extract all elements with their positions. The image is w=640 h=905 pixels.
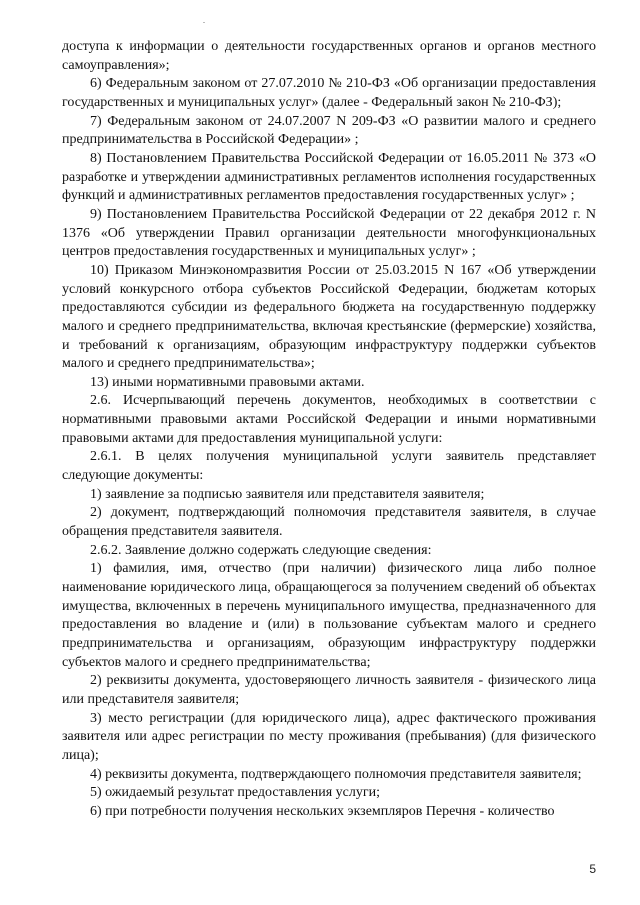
paragraph-item-8: 8) Постановлением Правительства Российской Федерации от 16.05.2011 № 373 «О разработке и утверждении административных регламентов исполнения государственных функций и административных регламентов предоставления государственных услуг» ; — [62, 150, 596, 204]
paragraph-doc-item-2: 2) документ, подтверждающий полномочия представителя заявителя, в случае обращения представителя заявителя. — [62, 505, 596, 540]
scan-speck — [203, 22, 205, 23]
paragraph-section-2-6-2: 2.6.2. Заявление должно содержать следующие сведения: — [90, 542, 432, 558]
page-number: 5 — [589, 862, 596, 876]
paragraph-section-2-6: 2.6. Исчерпывающий перечень документов, необходимых в соответствии с нормативными правовыми актами Российской Федерации и иными нормативными правовыми актами для предоставления муниципальной услуги: — [62, 393, 596, 446]
paragraph-info-item-6: 6) при потребности получения нескольких экземпляров Перечня - количество — [90, 803, 555, 819]
paragraph-info-item-4: 4) реквизиты документа, подтверждающего полномочия представителя заявителя; — [90, 766, 582, 782]
paragraph-item-10: 10) Приказом Минэкономразвития России от 25.03.2015 N 167 «Об утверждении условий конкурсного отбора субъектов Российской Федерации, бюджетам которых предоставляются субсидии из федерального бюджета на государственную поддержку малого и среднего предпринимательства, включая крестьянские (фермерские) хозяйства, и требований к организациям, образующим инфраструктуру поддержки субъектов малого и среднего предпринимательства»; — [62, 262, 596, 372]
paragraph-item-9: 9) Постановлением Правительства Российской Федерации от 22 декабря 2012 г. N 1376 «Об утверждении Правил организации деятельности многофункциональных центров предоставления государственных и муниципальных услуг» ; — [62, 206, 596, 260]
paragraph-info-item-3: 3) место регистрации (для юридического лица), адрес фактического проживания заявителя или адрес регистрации по месту проживания (пребывания) (для физического лица); — [62, 710, 596, 763]
paragraph-continuation: доступа к информации о деятельности государственных органов и органов местного самоуправления»; — [62, 39, 596, 73]
paragraph-section-2-6-1: 2.6.1. В целях получения муниципальной услуги заявитель представляет следующие документы: — [62, 449, 596, 484]
paragraph-info-item-2: 2) реквизиты документа, удостоверяющего личность заявителя - физического лица или представителя заявителя; — [62, 673, 596, 707]
paragraph-item-13: 13) иными нормативными правовыми актами. — [90, 374, 365, 390]
paragraph-doc-item-1: 1) заявление за подписью заявителя или представителя заявителя; — [90, 486, 485, 502]
paragraph-info-item-1: 1) фамилия, имя, отчество (при наличии) физического лица либо полное наименование юридического лица, обращающегося за получением сведений об объектах имущества, включенных в перечень муниципального имущества, предназначенного для предоставления во владение и (или) в пользование субъектам малого и среднего предпринимательства и организациям, образующим инфраструктуру поддержки субъектов малого и среднего предпринимательства; — [62, 561, 596, 670]
paragraph-item-7: 7) Федеральным законом от 24.07.2007 N 209-ФЗ «О развитии малого и среднего предпринимательства в Российской Федерации» ; — [62, 113, 596, 148]
paragraph-info-item-5: 5) ожидаемый результат предоставления услуги; — [90, 785, 380, 801]
document-body — [62, 38, 596, 822]
paragraph-item-6: 6) Федеральным законом от 27.07.2010 № 210-ФЗ «Об организации предоставления государственных и муниципальных услуг» (далее - Федеральный закон № 210-ФЗ); — [62, 76, 596, 110]
